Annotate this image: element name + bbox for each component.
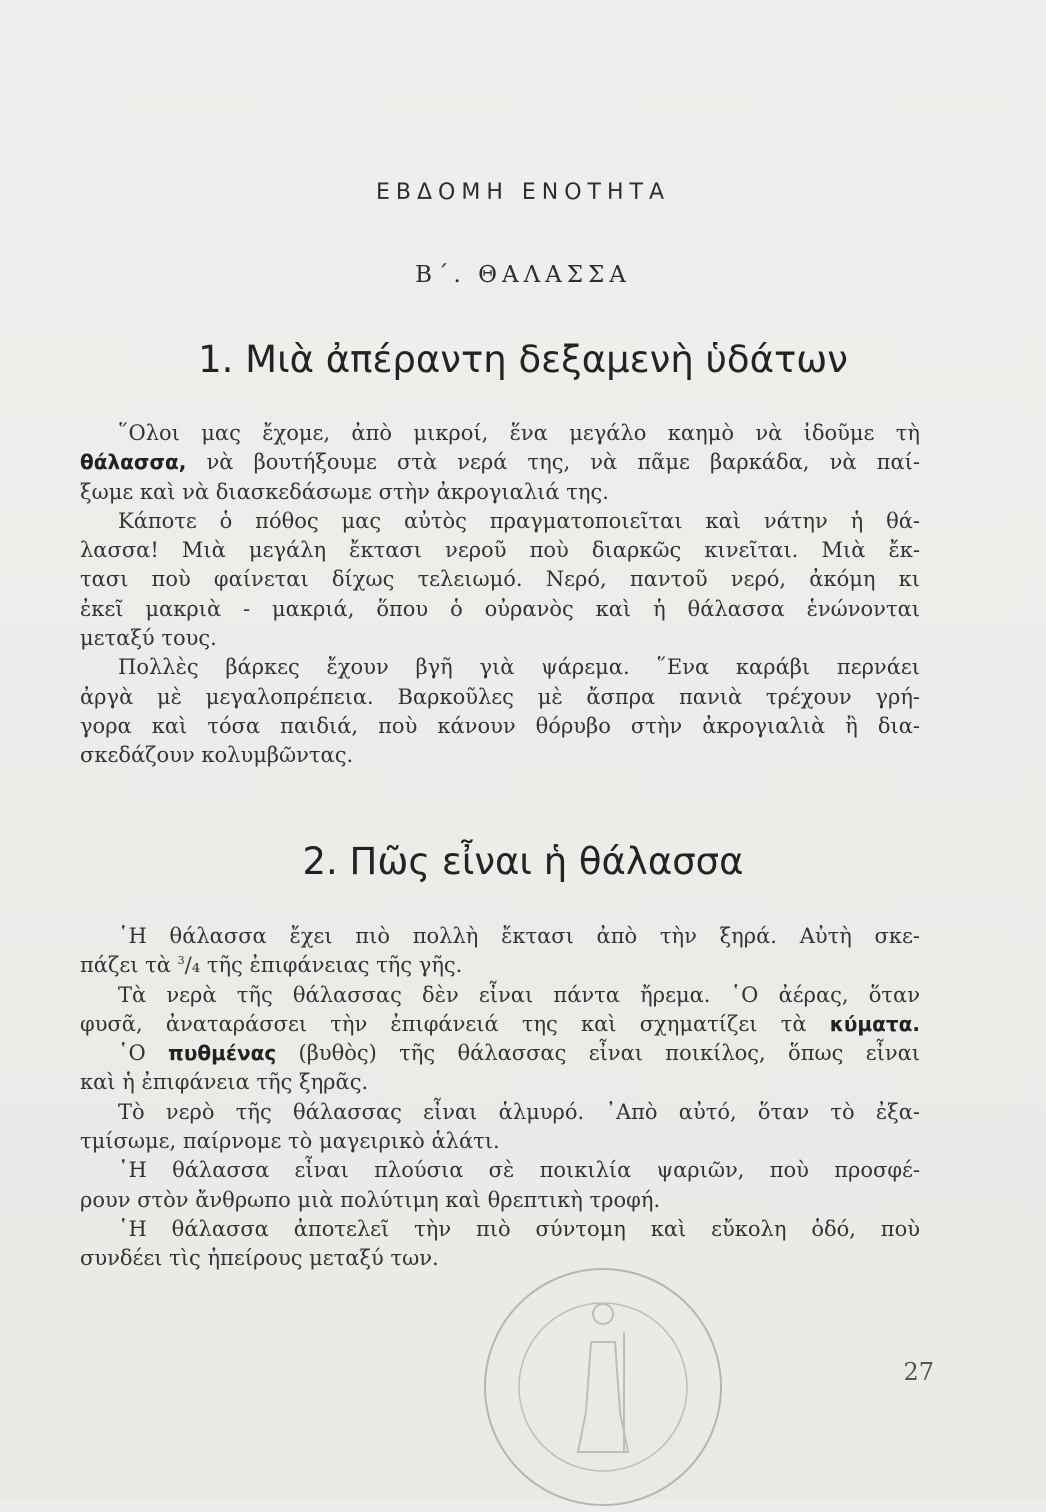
bold-term: θάλασσα,: [80, 450, 187, 475]
library-stamp-icon: [478, 1262, 728, 1512]
paragraph-line: Τὰ νερὰ τῆς θάλασσας δὲν εἶναι πάντα ἤρεμα. ῾Ο ἀέρας, ὅταν: [118, 982, 920, 1007]
fraction-denominator: /₄: [184, 953, 201, 978]
paragraph-line: θάλασσα, νὰ βουτήξουμε στὰ νερά της, νὰ πᾶμε βαρκάδα, νὰ παί-: [80, 450, 920, 475]
section-1-text: [80, 419, 920, 771]
paragraph-line: Τὸ νερὸ τῆς θάλασσας εἶναι ἁλμυρό. ᾿Απὸ αὐτό, ὅταν τὸ ἐξα-: [118, 1099, 920, 1124]
paragraph-line: μεταξύ τους.: [80, 626, 217, 651]
paragraph-line: ῾Η θάλασσα ἀποτελεῖ τὴν πιὸ σύντομη καὶ εὔκολη ὁδό, ποὺ: [118, 1216, 920, 1241]
paragraph-line: ἐκεῖ μακριὰ - μακριά, ὅπου ὁ οὐρανὸς καὶ ἡ θάλασσα ἑνώνονται: [80, 596, 920, 621]
unit-heading: ΕΒΔΟΜΗ ΕΝΟΤΗΤΑ: [375, 180, 671, 205]
chapter-heading: Β΄. ΘΑΛΑΣΣΑ: [415, 262, 631, 288]
paragraph-line: τασι ποὺ φαίνεται δίχως τελειωμό. Νερό, παντοῦ νερό, ἀκόμη κι: [80, 567, 920, 592]
paragraph-line: ρουν στὸν ἄνθρωπο μιὰ πολύτιμη καὶ θρεπτικὴ τροφή.: [80, 1187, 661, 1212]
bold-term: κύματα.: [829, 1011, 920, 1036]
paragraph-line: ῾Η θάλασσα ἔχει πιὸ πολλὴ ἔκτασι ἀπὸ τὴν ξηρά. Αὐτὴ σκε-: [118, 924, 920, 948]
paragraph-line: πάζει τὰ $^3$/₄ τῆς ἐπιφάνειας τῆς γῆς.: [80, 953, 463, 978]
paragraph-line: γορα καὶ τόσα παιδιά, ποὺ κάνουν θόρυβο στὴν ἀκρογιαλιὰ ἢ δια-: [80, 713, 920, 738]
paragraph-line: τμίσωμε, παίρνομε τὸ μαγειρικὸ ἁλάτι.: [80, 1129, 500, 1154]
paragraph-line: λασσα! Μιὰ μεγάλη ἔκτασι νεροῦ ποὺ διαρκῶς κινεῖται. Μιὰ ἔκ-: [80, 538, 920, 563]
paragraph-line: φυσᾶ, ἀναταράσσει τὴν ἐπιφάνειά της καὶ σχηματίζει τὰ κύματα.: [80, 1011, 920, 1036]
bold-term: πυθμένας: [168, 1041, 277, 1066]
paragraph-line: ῾Η θάλασσα εἶναι πλούσια σὲ ποικιλία ψαριῶν, ποὺ προσφέ-: [118, 1158, 920, 1183]
section-2-title: 2. Πῶς εἶναι ἡ θάλασσα: [302, 840, 744, 883]
paragraph-line: καὶ ἡ ἐπιφάνεια τῆς ξηρᾶς.: [80, 1070, 369, 1095]
section-1-title: 1. Μιὰ ἀπέραντη δεξαμενὴ ὑδάτων: [198, 338, 848, 381]
paragraph-line: Πολλὲς βάρκες ἔχουν βγῆ γιὰ ψάρεμα. ῞Ενα καράβι περνάει: [118, 655, 920, 680]
section-2-text: [80, 922, 920, 1274]
paragraph-line: ἀργὰ μὲ μεγαλοπρέπεια. Βαρκοῦλες μὲ ἄσπρα πανιὰ τρέχουν γρή-: [80, 684, 920, 709]
paragraph-line: Κάποτε ὁ πόθος μας αὐτὸς πραγματοποιεῖται καὶ νάτην ἡ θά-: [118, 508, 920, 533]
paragraph-line: ῞Ολοι μας ἔχομε, ἀπὸ μικροί, ἕνα μεγάλο καημὸ νὰ ἰδοῦμε τὴ: [118, 421, 920, 445]
paragraph-line: ξωμε καὶ νὰ διασκεδάσωμε στὴν ἀκρογιαλιά της.: [80, 479, 609, 504]
paragraph-line: ῾Ο πυθμένας (βυθὸς) τῆς θάλασσας εἶναι ποικίλος, ὅπως εἶναι: [118, 1041, 920, 1066]
fraction-numerator: 3: [177, 954, 185, 968]
paragraph-line: σκεδάζουν κολυμβῶντας.: [80, 743, 354, 768]
page-number: 27: [903, 1358, 934, 1386]
paragraph-line: συνδέει τὶς ἠπείρους μεταξύ των.: [80, 1246, 439, 1271]
